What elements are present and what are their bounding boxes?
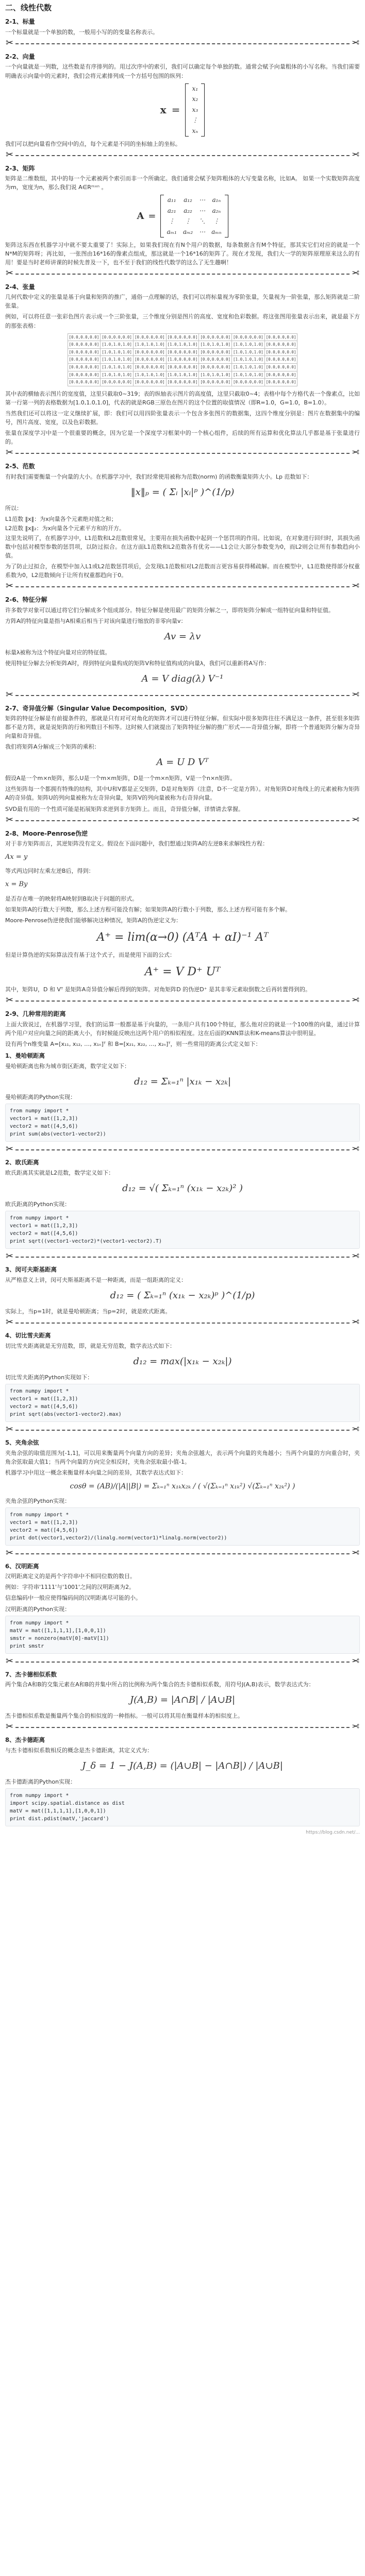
code-line: vector2 = mat([4,5,6]) <box>10 1403 78 1410</box>
paragraph: 矩阵是二维数组，其中的每一个元素被两个索引而非一个所确定。我们通常会赋予矩阵粗体的大写变量名称，比如A。 如果一个实数矩阵高度为m，宽度为n，那么我们说 A∈Rᵐˣⁿ 。 <box>5 175 360 191</box>
paragraph: 几何代数中定义的张量是基于向量和矩阵的推广，通俗一点理解的话，我们可以将标量视为零阶张量，矢量视为一阶张量，那么矩阵就是二阶张量。 <box>5 294 360 310</box>
tensor-cell: [1.0,1.0,1.0] <box>101 356 134 364</box>
matrix-entry: ⋮ <box>185 217 191 225</box>
paragraph: 如果矩阵A的行数大于列数，那么上述方程可能没有解；如果矩阵A的行数小于列数，那么上述方程可能有多个解。 <box>5 906 291 913</box>
eigen-formula: Av = λv <box>164 631 201 642</box>
tensor-cell: [0.0,0.0,0.0] <box>199 364 232 371</box>
code-line: print sum(abs(vector1-vector2)) <box>10 1131 106 1138</box>
section-title: 2-3、矩阵 <box>5 164 35 172</box>
matrix-entry: ⋮ <box>213 217 220 225</box>
tensor-cell: [1.0,1.0,1.0] <box>133 371 166 379</box>
chapter-title: 二、线性代数 <box>5 3 52 12</box>
scissors-icon: ✂ <box>6 447 14 459</box>
subsection-title: 2、欧氏距离 <box>5 1159 39 1166</box>
paragraph: 一个向量就是一列数，这些数是有序排列的。用过次序中的索引，我们可以确定每个单独的数。通常会赋予向量粗体的小写名称。当我们需要明确表示向量中的元素时，我们会将元素排列成一个方括号包围的纵列： <box>5 63 360 79</box>
scissors-icon: ✂ <box>351 581 359 592</box>
code-line: print dot(vector1,vector2)/(linalg.norm(vector1)*linalg.norm(vector2)) <box>10 1535 227 1541</box>
paragraph: 曼哈顿距离的Python实现： <box>5 1094 76 1101</box>
paragraph: 夹角余弦的Python实现： <box>5 1497 71 1504</box>
scissors-icon: ✂ <box>351 267 359 279</box>
code-line: vector2 = mat([4,5,6]) <box>10 1231 78 1237</box>
section-matrix <box>5 164 360 267</box>
matrix-entry: aₘ₂ <box>182 228 193 236</box>
tensor-cell: [0.0,0.0,0.0] <box>264 333 297 341</box>
code-line: from numpy import * <box>10 1108 69 1114</box>
paragraph: 实际上，当p=1时，就是曼哈顿距离；当p=2时，就是欧式距离。 <box>5 1308 171 1315</box>
vector-entry: x₃ <box>192 106 198 113</box>
scissors-icon: ✂ <box>351 149 359 160</box>
vector-entry: x₂ <box>192 95 198 103</box>
code-line: vector1 = mat([1,2,3]) <box>10 1396 78 1402</box>
paragraph: 许多数学对象可以通过将它们分解成多个组成部分。特征分解是使用最广的矩阵分解之一，即将矩阵分解成一组特征向量和特征值。 <box>5 606 334 614</box>
formula: Ax = y <box>5 853 28 861</box>
code-line: smstr = nonzero(matV[0]-matV[1]) <box>10 1635 109 1641</box>
divider <box>5 582 360 592</box>
paragraph: 例如：字符串'1111'与'1001'之间的汉明距离为2。 <box>5 1584 135 1591</box>
tensor-cell: [1.0,1.0,1.0] <box>232 341 265 349</box>
paragraph: 使用特征分解去分析矩阵A时，得到特征向量构成的矩阵V和特征值构成的向量λ，我们可以重新将A写作： <box>5 659 270 667</box>
matrix-entry: aₘ₁ <box>167 228 177 236</box>
paragraph: 这些矩阵每一个都拥有特殊的结构，其中U和V都是正交矩阵，D是对角矩阵（注意，D不一定是方阵）。对角矩阵D对角线上的元素被称为矩阵A的奇异值。矩阵U的列向量被称为左奇异向量，矩阵V的列向量被称为右奇异向量。 <box>5 786 360 802</box>
tensor-cell: [0.0,0.0,0.0] <box>68 379 101 386</box>
divider <box>5 996 360 1006</box>
code-line: from numpy import * <box>10 1512 69 1518</box>
paragraph: 信息编码中一般应使得编码间的汉明距离尽可能的小。 <box>5 1595 141 1602</box>
tensor-cell: [0.0,0.0,0.0] <box>68 333 101 341</box>
matrix-entry: ⋯ <box>199 196 206 204</box>
subsection-title: 8、杰卡德距离 <box>5 1736 45 1744</box>
paragraph: 夹角余弦的取值范围为[-1,1]，可以用来衡量两个向量方向的差异；夹角余弦越大，表示两个向量的夹角越小；当两个向量的方向重合时，夹角余弦取最大值1；当两个向量的方向完全相反时，夹角余弦取最小值-1。 <box>5 1449 360 1465</box>
vector-entry: x₁ <box>192 84 198 92</box>
tensor-cell: [0.0,0.0,0.0] <box>199 379 232 386</box>
matrix-entry: a₂₁ <box>167 207 176 214</box>
l1-definition: L1范数 ‖x‖：为x向量各个元素绝对值之和； <box>5 515 117 522</box>
minkowski-formula: d₁₂ = ( Σₖ₌₁ⁿ (x₁ₖ − x₂ₖ)ᵖ )^(1/p) <box>110 1290 255 1301</box>
paragraph: 与杰卡德相似系数相反的概念是杰卡德距离，其定义式为： <box>5 1747 153 1754</box>
divider <box>5 1722 360 1733</box>
divider <box>5 1145 360 1155</box>
paragraph: 当然我们还可以将这一定义继续扩展，即：我们可以用四阶张量表示一个包含多张图片的数据集，这四个维度分别是：图片在数据集中的编号，图片高度、宽度，以及色彩数据。 <box>5 410 360 426</box>
scissors-icon: ✂ <box>6 37 14 48</box>
section-svd <box>5 704 360 814</box>
scissors-icon: ✂ <box>6 689 14 700</box>
paragraph: Moore-Penrose伪逆使我们能够解决这种情况，矩阵A的伪逆定义为： <box>5 917 181 924</box>
scissors-icon: ✂ <box>6 267 14 279</box>
paragraph: 两个集合A和B的交集元素在A和B的并集中所占的比例称为两个集合的杰卡德相似系数，用符号J(A,B)表示，数学表达式为： <box>5 1681 314 1688</box>
divider <box>5 816 360 826</box>
section-title: 2-1、标量 <box>5 18 35 26</box>
tensor-cell: [1.0,1.0,1.0] <box>101 371 134 379</box>
pseudo-inverse-limit-formula: A⁺ = lim(α→0) (AᵀA + αI)⁻¹ Aᵀ <box>96 930 269 944</box>
tensor-cell: [0.0,0.0,0.0] <box>166 379 199 386</box>
tensor-cell: [1.0,1.0,1.0] <box>199 341 232 349</box>
code-line: from numpy import * <box>10 1388 69 1394</box>
paragraph: 假设A是一个m×n矩阵，那么U是一个m×m矩阵，D是一个m×n矩阵，V是一个n×n矩阵。 <box>5 775 236 782</box>
scissors-icon: ✂ <box>351 689 359 700</box>
scissors-icon: ✂ <box>351 1423 359 1435</box>
divider <box>5 1549 360 1559</box>
scissors-icon: ✂ <box>351 814 359 825</box>
vector-entry: xₙ <box>192 127 198 134</box>
manhattan-formula: d₁₂ = Σₖ₌₁ⁿ |x₁ₖ − x₂ₖ| <box>134 1076 231 1087</box>
scissors-icon: ✂ <box>6 994 14 1006</box>
scissors-icon: ✂ <box>351 1721 359 1733</box>
code-block <box>5 1211 360 1249</box>
divider <box>5 1252 360 1262</box>
formula: x = By <box>5 880 28 889</box>
divider <box>5 39 360 49</box>
code-line: vector2 = mat([4,5,6]) <box>10 1527 78 1533</box>
paragraph: 机器学习中用这一概念来衡量样本向量之间的差异，其数学表达式如下： <box>5 1469 187 1476</box>
jaccard-distance-formula: J_δ = 1 − J(A,B) = (|A∪B| − |A∩B|) / |A∪B| <box>82 1760 283 1772</box>
pseudo-inverse-svd-formula: A⁺ = V D⁺ Uᵀ <box>144 965 221 978</box>
equals-sign: = <box>148 210 156 222</box>
tensor-cell: [0.0,0.0,0.0] <box>166 348 199 356</box>
code-block <box>5 1507 360 1546</box>
tensor-cell: [0.0,0.0,0.0] <box>133 348 166 356</box>
paragraph: 标量λ被称为这个特征向量对应的特征值。 <box>5 649 111 656</box>
eigen-decomposition-formula: A = V diag(λ) V⁻¹ <box>141 673 224 684</box>
matrix-symbol: A <box>137 210 144 222</box>
matrix-entry: ⋮ <box>169 217 175 225</box>
vector-entry: ⋮ <box>192 116 198 124</box>
section-title: 2-7、奇异值分解（Singular Value Decomposition，SVD） <box>5 704 191 712</box>
tensor-table <box>5 333 360 386</box>
scissors-icon: ✂ <box>351 1317 359 1328</box>
scissors-icon: ✂ <box>351 994 359 1006</box>
code-line: print smstr <box>10 1643 44 1649</box>
matrix-entry: a₂ₙ <box>212 207 221 214</box>
tensor-cell: [0.0,0.0,0.0] <box>199 356 232 364</box>
euclidean-formula: d₁₂ = √( Σₖ₌₁ⁿ (x₁ₖ − x₂ₖ)² ) <box>122 1183 243 1194</box>
tensor-cell: [1.0,1.0,1.0] <box>232 348 265 356</box>
paragraph: 我们可以把向量看作空间中的点，每个元素是不同的坐标轴上的坐标。 <box>5 140 181 147</box>
paragraph: 有时我们需要衡量一个向量的大小。在机器学习中，我们经常使用被称为范数(norm) 的函数衡量矩阵大小。Lp 范数如下： <box>5 473 313 480</box>
code-line: vector1 = mat([1,2,3]) <box>10 1223 78 1229</box>
scissors-icon: ✂ <box>351 1144 359 1155</box>
tensor-cell: [0.0,0.0,0.0] <box>199 333 232 341</box>
code-line: print sqrt(abs(vector1-vector2).max) <box>10 1411 122 1417</box>
scissors-icon: ✂ <box>6 149 14 160</box>
tensor-cell: [0.0,0.0,0.0] <box>232 333 265 341</box>
scissors-icon: ✂ <box>6 1655 14 1667</box>
code-line: print dist.pdist(matV,'jaccard') <box>10 1816 109 1822</box>
tensor-cell: [0.0,0.0,0.0] <box>264 348 297 356</box>
scissors-icon: ✂ <box>351 1655 359 1667</box>
paragraph: 张量在深度学习中是一个很重要的概念，因为它是一个深度学习框架中的一个核心组件，后续的所有运算和优化算法几乎都是基于张量进行的。 <box>5 430 360 446</box>
divider <box>5 1425 360 1435</box>
scissors-icon: ✂ <box>6 1547 14 1558</box>
scissors-icon: ✂ <box>351 37 359 48</box>
code-line: vector2 = mat([4,5,6]) <box>10 1124 78 1130</box>
matrix-entry: a₁₂ <box>184 196 192 204</box>
paragraph: 是否存在唯一的映射将A映射到B取决于问题的形式。 <box>5 895 138 902</box>
section-eigen <box>5 595 360 686</box>
paragraph: 对于非方矩阵而言，其逆矩阵没有定义。假设在下面问题中，我们想通过矩阵A的左逆B来求解线性方程： <box>5 840 269 848</box>
paragraph: 欧氏距离其实就是L2范数，数学定义如下： <box>5 1170 114 1177</box>
code-line: import scipy.spatial.distance as dist <box>10 1801 125 1807</box>
vector-formula <box>5 83 360 137</box>
code-line: vector1 = mat([1,2,3]) <box>10 1116 78 1122</box>
tensor-cell: [0.0,0.0,0.0] <box>68 356 101 364</box>
equals-sign: = <box>171 103 180 116</box>
matrix-entry: ⋯ <box>199 207 206 214</box>
jaccard-formula: J(A,B) = |A∩B| / |A∪B| <box>129 1694 236 1706</box>
code-block <box>5 1788 360 1826</box>
section-vector <box>5 52 360 148</box>
tensor-cell: [1.0,1.0,1.0] <box>199 371 232 379</box>
subsection-title: 4、切比雪夫距离 <box>5 1332 51 1340</box>
tensor-cell: [0.0,0.0,0.0] <box>133 379 166 386</box>
subsection-title: 5、夹角余弦 <box>5 1438 39 1446</box>
tensor-cell: [0.0,0.0,0.0] <box>68 371 101 379</box>
paragraph: 但是计算伪逆的实际算法没有基于这个式子，而是使用下面的公式： <box>5 951 175 958</box>
paragraph: 其中，矩阵U，D 和 Vᵀ 是矩阵A奇异值分解后得到的矩阵。对角矩阵D 的伪逆D⁺ 是其非零元素取倒数之后再转置得到的。 <box>5 986 311 993</box>
paragraph: 上面大致说过，在机器学习里，我们的运算一般都是基于向量的，一条用户具有100个特征，那么他对应的就是一个100维的向量，通过计算两个用户对应向量之间的距离大小，有时候能反映出这两个用户的相似程度。这在后面的KNN算法和K-means算法中很明显。 <box>5 1021 360 1037</box>
code-line: vector1 = mat([1,2,3]) <box>10 1519 78 1526</box>
tensor-cell: [0.0,0.0,0.0] <box>166 333 199 341</box>
divider <box>5 150 360 161</box>
tensor-cell: [1.0,0.0,0.0] <box>166 356 199 364</box>
subsection-title: 7、杰卡德相似系数 <box>5 1670 57 1678</box>
paragraph: 矩阵这东西在机器学习中就不要太重要了！实际上，如果我们现在有N个用户的数据，每条数据含有M个特征，那其实它们对应的就是一个N*M的矩阵呀；再比如，一张图由16*16的像素点组成，那这就是一个16*16的矩阵了。现在才发现，我们大一学的矩阵原理原来这么的有用！要是当时老师讲课的时候先普及一下，也不至于我们的线性代数学的这么了无生趣啊！ <box>5 241 360 266</box>
divider <box>5 1318 360 1328</box>
tensor-cell: [1.0,1.0,1.0] <box>101 341 134 349</box>
vector-symbol: x <box>160 103 167 116</box>
paragraph: 方阵A的特征向量是指与A相乘后相当于对该向量进行缩放的非零向量v： <box>5 617 187 624</box>
matrix-entry: a₁₁ <box>167 196 176 204</box>
section-title: 2-9、几种常用的距离 <box>5 1010 66 1018</box>
svd-formula: A = U D Vᵀ <box>156 757 209 768</box>
tensor-cell: [0.0,0.0,0.0] <box>68 364 101 371</box>
paragraph: 设有两个n维变量 A=[x₁₁, x₁₂, …, x₁ₙ]ᵀ 和 B=[x₂₁, x₂₂, …, x₂ₙ]ᵀ，则一些常用的距离公式定义如下： <box>5 1040 261 1047</box>
divider <box>5 448 360 459</box>
paragraph: 等式两边同时左乘左逆B后，得到： <box>5 868 94 875</box>
tensor-cell: [0.0,0.0,0.0] <box>68 348 101 356</box>
tensor-cell: [0.0,0.0,0.0] <box>264 356 297 364</box>
tensor-cell: [0.0,0.0,0.0] <box>264 371 297 379</box>
tensor-cell: [0.0,0.0,0.0] <box>101 379 134 386</box>
tensor-cell: [1.0,1.0,1.0] <box>232 371 265 379</box>
paragraph: 欧氏距离的Python实现： <box>5 1201 71 1208</box>
paragraph: 曼哈顿距离也称为城市街区距离，数学定义如下： <box>5 1062 130 1070</box>
paragraph: 所以： <box>5 504 22 512</box>
paragraph: 为了防止过拟合，在模型中加入L1或L2范数惩罚项后，会发现L1范数相对L2范数而言更容易获得稀疏解。而在模型中，L1范数使得部分权重系数为0，L2范数倾向于让所有权重都趋向于0。 <box>5 563 360 579</box>
paragraph: 汉明距离的Python实现： <box>5 1605 71 1613</box>
paragraph: 例如，可以将任意一张彩色图片表示成一个三阶张量，三个维度分别是图片的高度、宽度和色彩数据。将这张图用张量表示出来，就是最下方的那张表格： <box>5 313 360 329</box>
tensor-cell: [0.0,0.0,0.0] <box>232 379 265 386</box>
matrix-entry: a₁ₙ <box>212 196 221 204</box>
tensor-cell: [0.0,0.0,0.0] <box>133 356 166 364</box>
section-tensor <box>5 282 360 446</box>
divider <box>5 690 360 701</box>
code-block <box>5 1616 360 1654</box>
paragraph: 杰卡德相似系数是衡量两个集合的相似度的一种指标。一般可以将其用在衡量样本的相似度上。 <box>5 1713 243 1720</box>
tensor-cell: [0.0,0.0,0.0] <box>133 364 166 371</box>
scissors-icon: ✂ <box>6 1144 14 1155</box>
paragraph: 其中表的横轴表示图片的宽度值，这里只截取0~319；表的纵轴表示图片的高度值，这里只截取0~4；表格中每个方格代表一个像素点，比如第一行第一列的表格数据为[1.0,1.0,1.0]，代表的就是RGB三原色在图片的这个位置的取值情况（即R=1.0，G=1.0，B=1.0）。 <box>5 390 360 406</box>
tensor-cell: [0.0,0.0,0.0] <box>199 348 232 356</box>
scissors-icon: ✂ <box>6 1423 14 1435</box>
tensor-cell: [0.0,0.0,0.0] <box>264 364 297 371</box>
chebyshev-formula: d₁₂ = max(|x₁ₖ − x₂ₖ|) <box>133 1355 232 1367</box>
section-title: 2-2、向量 <box>5 53 35 60</box>
subsection-title: 6、汉明距离 <box>5 1562 39 1570</box>
matrix-entry: aₘₙ <box>211 228 222 236</box>
paragraph: 杰卡德距离的Python实现： <box>5 1778 76 1786</box>
code-block <box>5 1384 360 1422</box>
section-title: 2-5、范数 <box>5 463 35 470</box>
subsection-title: 3、闵可夫斯基距离 <box>5 1266 57 1274</box>
scissors-icon: ✂ <box>351 447 359 459</box>
section-title: 2-6、特征分解 <box>5 596 47 604</box>
section-distance <box>5 1009 360 1826</box>
tensor-cell: [0.0,0.0,0.0] <box>68 341 101 349</box>
cosine-formula: cosθ = (AB)/(|A||B|) = Σₖ₌₁ⁿ x₁ₖx₂ₖ / ( √(Σₖ₌₁ⁿ x₁ₖ²) √(Σₖ₌₁ⁿ x₂ₖ²) ) <box>70 1482 295 1490</box>
divider <box>5 1657 360 1667</box>
section-scalar <box>5 17 360 37</box>
matrix-entry: a₂₂ <box>184 207 192 214</box>
code-line: from numpy import * <box>10 1620 69 1626</box>
paragraph: 这里先说明了，在机器学习中，L1范数和L2范数很常见，主要用在损失函数中起到一个惩罚项的作用。比如说，在对象进行回归时，其损失函数中包括对模型参数的惩罚项，以防过拟合。在这方面L1范数和L2范数各有优劣——L1会让大部分参数变为0，而L2则会让所有参数趋向小值。 <box>5 534 360 559</box>
tensor-cell: [1.0,1.0,1.0] <box>232 364 265 371</box>
tensor-cell: [0.0,0.0,0.0] <box>101 333 134 341</box>
tensor-cell: [1.0,1.0,1.0] <box>101 348 134 356</box>
watermark: https://blog.csdn.net/... <box>306 1830 360 1836</box>
matrix-grid <box>160 195 228 237</box>
paragraph: 切比雪夫距离就是无穷范数，即，就是无穷范数，数学表达式如下： <box>5 1342 175 1349</box>
code-line: from numpy import * <box>10 1793 69 1799</box>
code-line: matV = mat([1,1,1,1],[1,0,0,1]) <box>10 1628 106 1634</box>
paragraph: 切比雪夫距离的Python实现如下： <box>5 1374 93 1381</box>
tensor-cell: [1.0,1.0,1.0] <box>101 364 134 371</box>
scissors-icon: ✂ <box>6 814 14 825</box>
paragraph: 从严格意义上讲，闵可夫斯基距离不是一种距离，而是一组距离的定义： <box>5 1277 187 1284</box>
divider <box>5 269 360 279</box>
l2-definition: L2范数 ‖x‖₂：为x向量各个元素平方和的开方。 <box>5 524 125 532</box>
scissors-icon: ✂ <box>6 1317 14 1328</box>
scissors-icon: ✂ <box>6 1251 14 1262</box>
matrix-entry: ⋯ <box>199 228 206 236</box>
scissors-icon: ✂ <box>6 1721 14 1733</box>
tensor-cell: [1.0,1.0,1.0] <box>232 356 265 364</box>
paragraph: 一个标量就是一个单独的数，一般用小写的的变量名称表示。 <box>5 28 158 36</box>
paragraph: 汉明距离定义的是两个字符串中不相同位数的数目。 <box>5 1573 136 1580</box>
section-norm <box>5 462 360 580</box>
matrix-formula <box>5 195 360 237</box>
tensor-cell: [0.0,0.0,0.0] <box>264 341 297 349</box>
paragraph: 我们将矩阵A分解成三个矩阵的乘积： <box>5 743 100 751</box>
tensor-cell: [1.0,1.0,1.0] <box>133 341 166 349</box>
code-line: print sqrt((vector1-vector2)*(vector1-vector2).T) <box>10 1239 162 1245</box>
lp-norm-formula: ‖x‖ₚ = ( Σᵢ |xᵢ|ᵖ )^(1/p) <box>130 486 235 498</box>
tensor-cell: [0.0,0.0,0.0] <box>264 379 297 386</box>
code-line: matV = mat([1,1,1,1],[1,0,0,1]) <box>10 1808 106 1815</box>
section-title: 2-8、Moore-Penrose伪逆 <box>5 829 88 837</box>
tensor-cell: [0.0,0.0,0.0] <box>133 333 166 341</box>
tensor-cell: [1.0,1.0,1.0] <box>166 371 199 379</box>
code-line: from numpy import * <box>10 1215 69 1222</box>
paragraph: 矩阵的特征分解是有前提条件的，那就是只有对可对角化的矩阵才可以进行特征分解。但实际中很多矩阵往往不满足这一条件，甚至很多矩阵都不是方阵，就是说矩阵的行和列数目不相等。这时候人们就提出了矩阵特征分解的推广形式——奇异值分解，即将一个普通矩阵分解为奇异向量和奇异值。 <box>5 715 360 740</box>
tensor-cell: [0.0,0.0,0.0] <box>166 364 199 371</box>
matrix-entry: ⋱ <box>199 217 206 225</box>
section-pinv <box>5 829 360 994</box>
tensor-cell: [1.0,1.0,1.0] <box>166 341 199 349</box>
scissors-icon: ✂ <box>351 1547 359 1558</box>
vector-column <box>185 83 205 137</box>
subsection-title: 1、曼哈顿距离 <box>5 1052 45 1059</box>
paragraph: SVD最有用的一个性质可能是拓展矩阵求逆到非方矩阵上。而且，奇异值分解，详情请去掌握。 <box>5 805 244 812</box>
scissors-icon: ✂ <box>351 1251 359 1262</box>
section-title: 2-4、张量 <box>5 283 35 291</box>
code-block <box>5 1104 360 1142</box>
scissors-icon: ✂ <box>6 581 14 592</box>
